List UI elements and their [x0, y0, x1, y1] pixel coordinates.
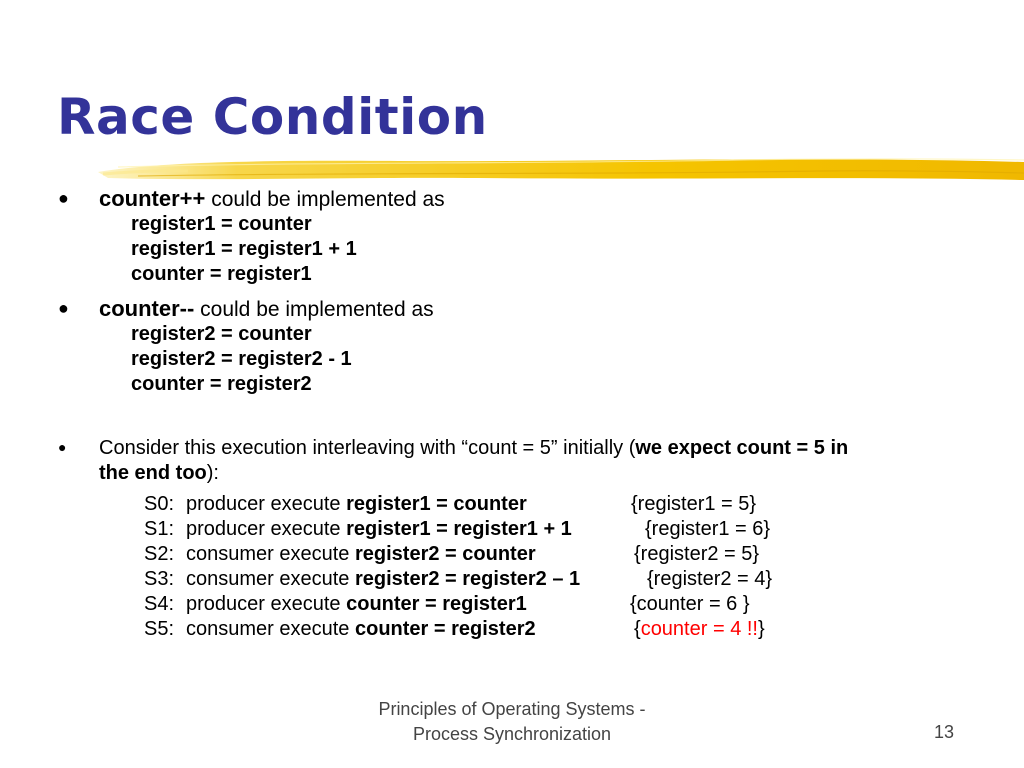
code-line: counter = register2: [131, 373, 312, 395]
step-s0: [144, 493, 844, 516]
code-line: register2 = counter: [131, 323, 312, 345]
step-text: consumer execute: [186, 618, 355, 640]
step-code: counter = register1: [346, 593, 527, 615]
step-s2: [144, 543, 844, 566]
bullet-text: could be implemented as: [205, 188, 445, 211]
step-text: producer execute: [186, 518, 347, 540]
step-label: S3:: [144, 568, 175, 590]
comment-result-highlight: counter = 4 !!: [640, 618, 758, 640]
step-text: consumer execute: [186, 568, 355, 590]
step-comment: {counter = 6 }: [630, 593, 750, 615]
step-label: S1:: [144, 518, 175, 540]
step-label: S4:: [144, 593, 175, 615]
bullet-dot: ●: [58, 439, 67, 455]
bullet-text: could be implemented as: [194, 298, 434, 321]
step-comment: {register1 = 6}: [645, 518, 771, 540]
step-code: register1 = counter: [346, 493, 527, 515]
step-comment: {register1 = 5}: [631, 493, 757, 515]
step-comment: [634, 618, 765, 641]
slide-title: Race Condition: [57, 88, 488, 146]
step-comment: {register2 = 4}: [647, 568, 773, 590]
bullet-counter-increment: [99, 186, 445, 212]
step-s1: [144, 518, 844, 541]
step-s4: [144, 593, 844, 616]
comment-brace-close: }: [757, 618, 765, 640]
bullet-dot: ●: [58, 298, 69, 318]
step-code: counter = register2: [354, 618, 536, 640]
consider-emphasis-2: the end too: [99, 462, 207, 484]
keyword-counter-decrement: counter--: [99, 296, 195, 321]
consider-intro: Consider this execution interleaving with “count = 5” initially (: [99, 437, 636, 459]
step-label: S5:: [144, 618, 175, 640]
code-line: register2 = register2 - 1: [131, 348, 352, 370]
step-text: producer execute: [186, 593, 347, 615]
page-number: 13: [934, 722, 955, 742]
title-underline-brush: [98, 150, 1024, 190]
code-line: counter = register1: [131, 263, 312, 285]
consider-emphasis-1: we expect count = 5 in: [635, 437, 849, 459]
keyword-counter-increment: counter++: [99, 186, 206, 211]
step-code: register2 = counter: [354, 543, 536, 565]
step-s5: [144, 618, 844, 641]
step-label: S2:: [144, 543, 175, 565]
code-line: register1 = register1 + 1: [131, 238, 357, 260]
step-text: producer execute: [186, 493, 347, 515]
consider-suffix: ):: [206, 462, 219, 484]
step-code: register1 = register1 + 1: [346, 518, 572, 540]
footer-course: Principles of Operating Systems -: [378, 699, 646, 719]
step-code: register2 = register2 – 1: [354, 568, 581, 590]
step-s3: [144, 568, 844, 591]
step-comment: {register2 = 5}: [634, 543, 760, 565]
comment-brace-open: {: [634, 618, 641, 640]
bullet-dot: ●: [58, 188, 69, 208]
step-text: consumer execute: [186, 543, 355, 565]
code-line: register1 = counter: [131, 213, 312, 235]
step-label: S0:: [144, 493, 175, 515]
slide-footer: [340, 697, 684, 747]
bullet-counter-decrement: [99, 296, 434, 322]
footer-topic: Process Synchronization: [412, 724, 612, 744]
consider-line-2: [99, 462, 219, 485]
consider-line-1: [99, 437, 848, 460]
